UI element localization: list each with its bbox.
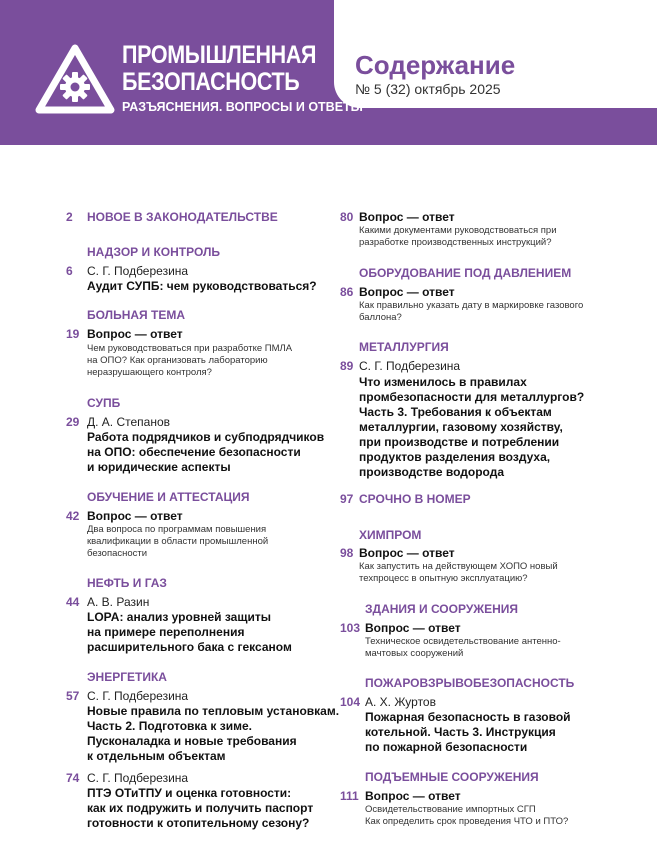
section-heading: ОБОРУДОВАНИЕ ПОД ДАВЛЕНИЕМ bbox=[359, 266, 572, 280]
section-heading: ПОДЪЕМНЫЕ СООРУЖЕНИЯ bbox=[365, 770, 539, 784]
article-author: С. Г. Подберезина bbox=[87, 689, 189, 703]
logo-title-line2: БЕЗОПАСНОСТЬ bbox=[122, 68, 300, 96]
section-heading: ХИМПРОМ bbox=[359, 528, 422, 542]
article-title: производстве водорода bbox=[359, 465, 505, 479]
section-heading: ЭНЕРГЕТИКА bbox=[87, 670, 167, 684]
page-number: 97 bbox=[340, 492, 354, 506]
article-title: при производстве и потреблении bbox=[359, 435, 560, 449]
section-heading: ЗДАНИЯ И СООРУЖЕНИЯ bbox=[365, 602, 519, 616]
article-description: на ОПО? Как организовать лабораторию bbox=[87, 355, 268, 366]
article-title: как их подружить и получить паспорт bbox=[87, 801, 314, 815]
section-heading: МЕТАЛЛУРГИЯ bbox=[359, 340, 449, 354]
article-title: Работа подрядчиков и субподрядчиков bbox=[87, 430, 325, 444]
article-title: на ОПО: обеспечение безопасности bbox=[87, 445, 301, 459]
article-title: по пожарной безопасности bbox=[365, 740, 528, 754]
logo-title-line1: ПРОМЫШЛЕННАЯ bbox=[122, 41, 317, 69]
page-number: 19 bbox=[66, 327, 80, 341]
qa-label: Вопрос — ответ bbox=[87, 327, 183, 341]
page-number: 86 bbox=[340, 285, 354, 299]
page-number: 80 bbox=[340, 210, 354, 224]
article-description: Как определить срок проведения ЧТО и ПТО? bbox=[365, 816, 569, 827]
section-heading: СУПБ bbox=[87, 396, 121, 410]
section-heading: ПОЖАРОВЗРЫВОБЕЗОПАСНОСТЬ bbox=[365, 676, 575, 690]
article-description: Два вопроса по программам повышения bbox=[87, 524, 267, 535]
article-description: квалификации в области промышленной bbox=[87, 536, 269, 547]
article-title: Аудит СУПБ: чем руководствоваться? bbox=[87, 279, 317, 293]
article-title: Новые правила по тепловым установкам. bbox=[87, 704, 340, 718]
section-heading: НОВОЕ В ЗАКОНОДАТЕЛЬСТВЕ bbox=[87, 210, 278, 224]
article-description: техпроцесс в опытную эксплуатацию? bbox=[359, 573, 528, 584]
qa-label: Вопрос — ответ bbox=[359, 210, 455, 224]
article-title: Пожарная безопасность в газовой bbox=[365, 710, 571, 724]
page-number: 74 bbox=[66, 771, 80, 785]
article-title: на примере переполнения bbox=[87, 625, 245, 639]
qa-label: Вопрос — ответ bbox=[365, 789, 461, 803]
article-description: мачтовых сооружений bbox=[365, 648, 464, 659]
article-title: LOPA: анализ уровней защиты bbox=[87, 610, 271, 624]
page-title: Содержание bbox=[355, 50, 516, 80]
article-author: С. Г. Подберезина bbox=[359, 359, 461, 373]
logo-subtitle: РАЗЪЯСНЕНИЯ. ВОПРОСЫ И ОТВЕТЫ bbox=[122, 100, 363, 114]
page-number: 104 bbox=[340, 695, 361, 709]
page-number: 6 bbox=[66, 264, 73, 278]
page-number: 42 bbox=[66, 509, 80, 523]
article-title: Что изменилось в правилах bbox=[359, 375, 527, 389]
article-title: Пусконаладка и новые требования bbox=[87, 734, 297, 748]
page-number: 103 bbox=[340, 621, 361, 635]
article-title: готовности к отопительному сезону? bbox=[87, 816, 310, 830]
qa-label: Вопрос — ответ bbox=[87, 509, 183, 523]
article-title: расширительного бака с гексаном bbox=[87, 640, 292, 654]
qa-label: Вопрос — ответ bbox=[365, 621, 461, 635]
article-author: С. Г. Подберезина bbox=[87, 771, 189, 785]
page-number: 29 bbox=[66, 415, 80, 429]
article-author: С. Г. Подберезина bbox=[87, 264, 189, 278]
article-author: А. Х. Журтов bbox=[365, 695, 436, 709]
article-title: продуктов разделения воздуха, bbox=[359, 450, 551, 464]
article-author: А. В. Разин bbox=[87, 595, 150, 609]
article-title: и юридические аспекты bbox=[87, 460, 231, 474]
section-heading: НЕФТЬ И ГАЗ bbox=[87, 576, 167, 590]
article-title: к отдельным объектам bbox=[87, 749, 226, 763]
article-description: Чем руководствоваться при разработке ПМЛА bbox=[87, 343, 293, 354]
page-number: 98 bbox=[340, 546, 354, 560]
article-description: Техническое освидетельствование антенно- bbox=[365, 636, 561, 647]
qa-label: Вопрос — ответ bbox=[359, 285, 455, 299]
page-number: 89 bbox=[340, 359, 354, 373]
article-description: разработке производственных инструкций? bbox=[359, 237, 552, 248]
page-number: 57 bbox=[66, 689, 80, 703]
warning-triangle-gear-icon bbox=[34, 42, 116, 116]
section-heading: БОЛЬНАЯ ТЕМА bbox=[87, 308, 185, 322]
section-heading: СРОЧНО В НОМЕР bbox=[359, 492, 471, 506]
article-description: неразрушающего контроля? bbox=[87, 367, 212, 378]
article-title: Часть 2. Подготовка к зиме. bbox=[87, 719, 252, 733]
article-title: промбезопасности для металлургов? bbox=[359, 390, 585, 404]
article-author: Д. А. Степанов bbox=[87, 415, 171, 429]
qa-label: Вопрос — ответ bbox=[359, 546, 455, 560]
article-title: Часть 3. Требования к объектам bbox=[359, 405, 552, 419]
article-description: Как запустить на действующем ХОПО новый bbox=[359, 561, 558, 572]
section-heading: ОБУЧЕНИЕ И АТТЕСТАЦИЯ bbox=[87, 490, 250, 504]
article-title: металлургии, газовому хозяйству, bbox=[359, 420, 563, 434]
article-description: баллона? bbox=[359, 312, 402, 323]
page-number: 111 bbox=[340, 789, 359, 803]
article-description: Какими документами руководствоваться при bbox=[359, 225, 557, 236]
page-number: 44 bbox=[66, 595, 80, 609]
page-number: 2 bbox=[66, 210, 73, 224]
article-title: ПТЭ ОТиТПУ и оценка готовности: bbox=[87, 786, 292, 800]
article-description: Как правильно указать дату в маркировке газового bbox=[359, 300, 584, 311]
article-description: Освидетельствование импортных СГП bbox=[365, 804, 536, 815]
article-description: безопасности bbox=[87, 548, 148, 559]
article-title: котельной. Часть 3. Инструкция bbox=[365, 725, 556, 739]
issue-number: № 5 (32) октябрь 2025 bbox=[355, 81, 501, 97]
section-heading: НАДЗОР И КОНТРОЛЬ bbox=[87, 245, 221, 259]
